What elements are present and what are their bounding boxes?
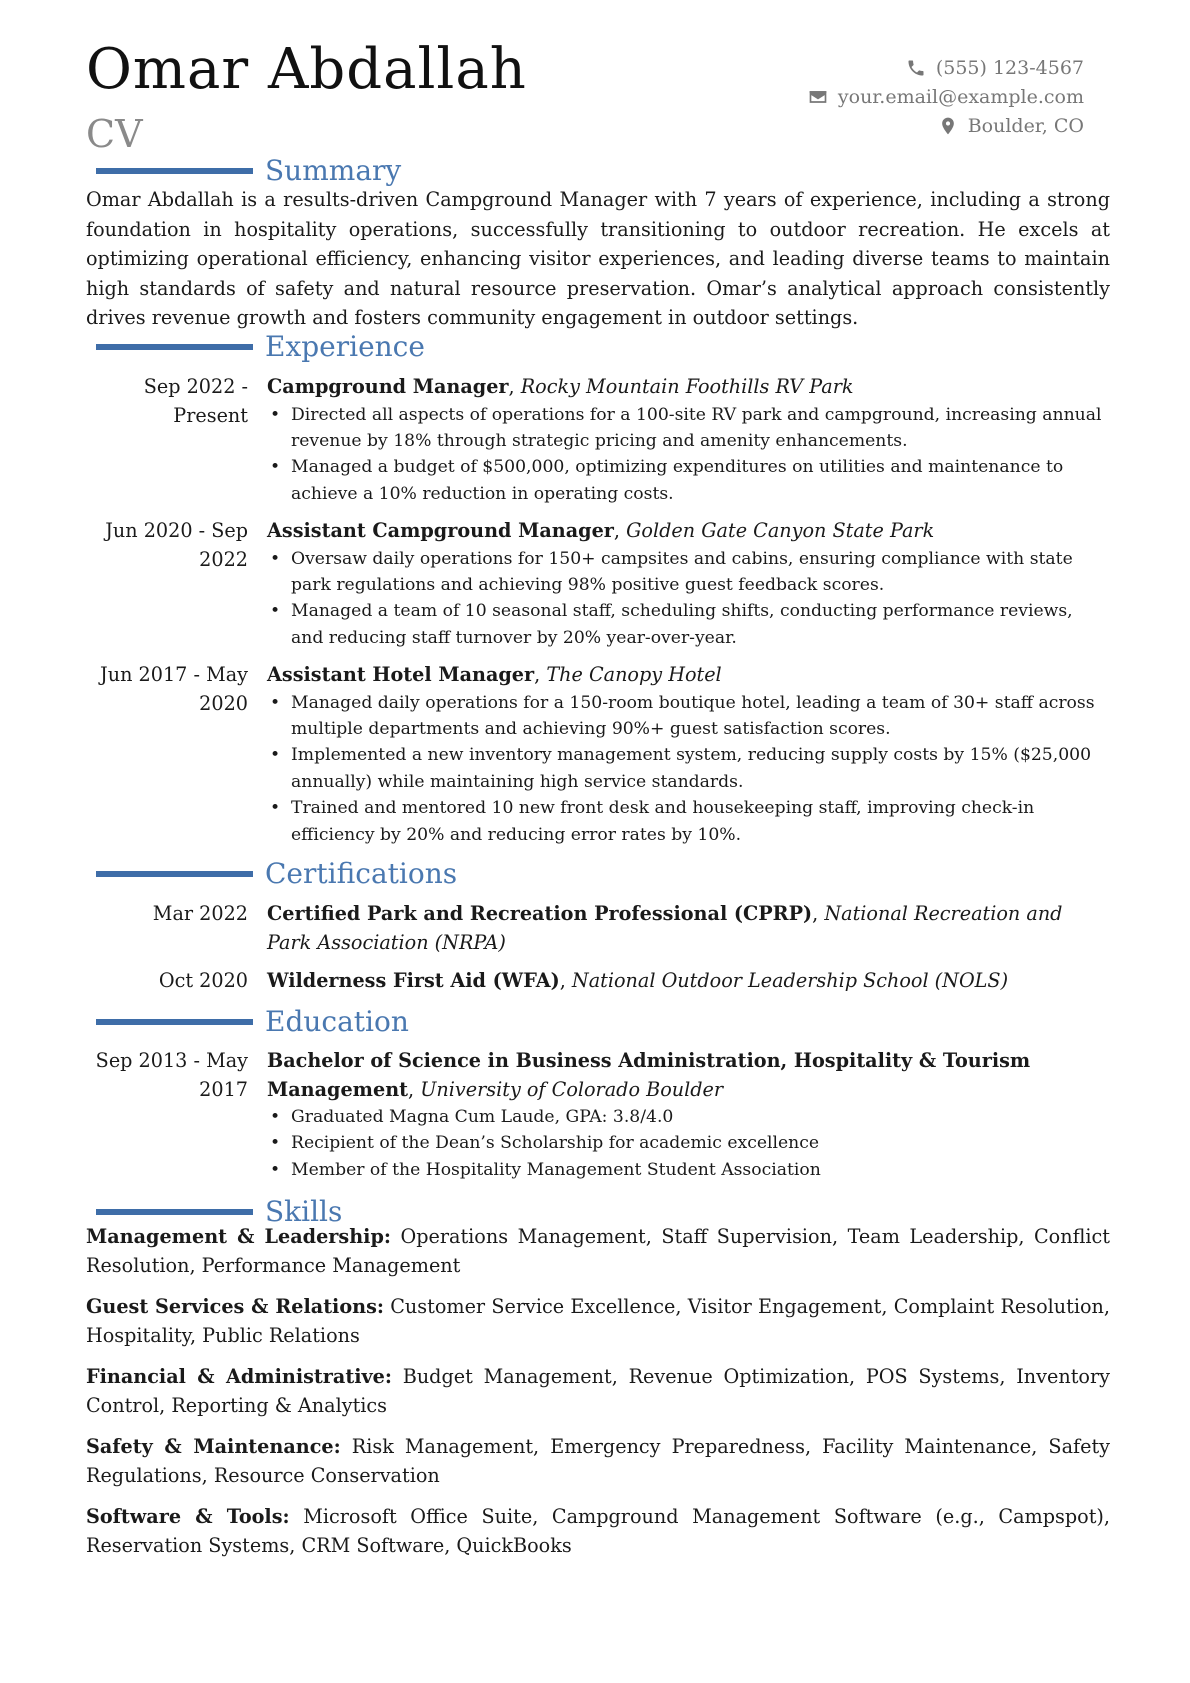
section-accent-bar bbox=[96, 1019, 253, 1025]
job-title: Campground Manager bbox=[267, 375, 509, 398]
job-title: Assistant Campground Manager bbox=[267, 519, 614, 542]
bullet-list bbox=[267, 690, 1110, 848]
section-title: Summary bbox=[265, 154, 402, 187]
section-accent-bar bbox=[96, 1209, 253, 1215]
skill-category: Guest Services & Relations: bbox=[86, 1295, 384, 1318]
contact-email bbox=[808, 82, 1084, 111]
skill-group bbox=[86, 1222, 1110, 1280]
entry-date: Oct 2020 bbox=[158, 969, 248, 992]
section-title: Skills bbox=[265, 1195, 343, 1228]
skill-category: Safety & Maintenance: bbox=[86, 1435, 341, 1458]
entry-date: Sep 2013 - May 2017 bbox=[95, 1049, 248, 1101]
entry-body bbox=[267, 1047, 1110, 1183]
list-item: • Graduated Magna Cum Laude, GPA: 3.8/4.0 bbox=[267, 1104, 1110, 1130]
skill-category: Software & Tools: bbox=[86, 1505, 290, 1528]
bullet-list bbox=[267, 402, 1110, 508]
skills-list bbox=[86, 1222, 1110, 1572]
list-item: • Oversaw daily operations for 150+ campsites and cabins, ensuring compliance with state park regulations and achieving 98% positive guest feedback scores. bbox=[267, 546, 1110, 599]
map-pin-icon bbox=[938, 116, 958, 136]
issuer: National Outdoor Leadership School (NOLS) bbox=[571, 969, 1009, 992]
contact-block bbox=[808, 53, 1084, 140]
section-title: Certifications bbox=[265, 857, 458, 890]
entry-heading: Certified Park and Recreation Professional (CPRP), National Recreation and Park Association (NRPA) bbox=[267, 902, 1063, 954]
entry-date: Jun 2020 - Sep 2022 bbox=[105, 519, 248, 571]
bullet-list bbox=[267, 1104, 1110, 1183]
section-accent-bar bbox=[96, 168, 253, 174]
skill-group bbox=[86, 1362, 1110, 1420]
skill-items: Budget Management, Revenue Optimization, POS Systems, Inventory Control, Reporting & Analytics bbox=[86, 1365, 1110, 1417]
job-title: Assistant Hotel Manager bbox=[267, 663, 535, 686]
section-title: Education bbox=[265, 1005, 409, 1038]
list-item: • Directed all aspects of operations for a 100-site RV park and campground, increasing annual revenue by 18% through strategic pricing and amenity enhancements. bbox=[267, 402, 1110, 455]
location-text: Boulder, CO bbox=[967, 114, 1084, 137]
skill-items: Microsoft Office Suite, Campground Management Software (e.g., Campspot), Reservation Systems, CRM Software, QuickBooks bbox=[86, 1505, 1110, 1557]
list-item: • Trained and mentored 10 new front desk and housekeeping staff, improving check-in efficiency by 20% and reducing error rates by 10%. bbox=[267, 795, 1110, 848]
entry-heading: Assistant Campground Manager, Golden Gate Canyon State Park bbox=[267, 519, 935, 542]
issuer: National Recreation and Park Association (NRPA) bbox=[267, 902, 1063, 954]
phone-text: (555) 123-4567 bbox=[935, 56, 1084, 79]
document-subtitle: CV bbox=[86, 112, 143, 156]
section-accent-bar bbox=[96, 871, 253, 877]
section-experience-heading bbox=[96, 330, 425, 363]
candidate-name: Omar Abdallah bbox=[86, 37, 527, 102]
entry-date: Jun 2017 - May 2020 bbox=[100, 663, 248, 715]
entry-date: Sep 2022 - Present bbox=[143, 375, 248, 427]
section-education-heading bbox=[96, 1005, 409, 1038]
summary-text: Omar Abdallah is a results-driven Campground Manager with 7 years of experience, including a strong foundation in hospitality operations, successfully transitioning to outdoor recreation. He excels at optimizing operational efficiency, enhancing visitor experiences, and leading diverse teams to maintain high standards of safety and natural resource preservation. Omar’s analytical approach consistently drives revenue growth and fosters community engagement in outdoor settings. bbox=[86, 188, 1110, 330]
entry-heading: Wilderness First Aid (WFA), National Outdoor Leadership School (NOLS) bbox=[267, 969, 1009, 992]
phone-icon bbox=[906, 58, 926, 78]
skill-items: Customer Service Excellence, Visitor Engagement, Complaint Resolution, Hospitality, Public Relations bbox=[86, 1295, 1110, 1347]
section-summary-heading bbox=[96, 154, 402, 187]
section-certifications-heading bbox=[96, 857, 458, 890]
certification-title: Certified Park and Recreation Professional (CPRP) bbox=[267, 902, 813, 925]
list-item: • Recipient of the Dean’s Scholarship for academic excellence bbox=[267, 1130, 1110, 1156]
entry-heading: Bachelor of Science in Business Administration, Hospitality & Tourism Management, University of Colorado Boulder bbox=[267, 1049, 1031, 1101]
certification-title: Wilderness First Aid (WFA) bbox=[267, 969, 560, 992]
institution: University of Colorado Boulder bbox=[420, 1077, 724, 1101]
degree-title: Bachelor of Science in Business Administration, Hospitality & Tourism Management bbox=[267, 1049, 1031, 1101]
list-item: • Member of the Hospitality Management Student Association bbox=[267, 1157, 1110, 1183]
list-item: • Managed a budget of $500,000, optimizing expenditures on utilities and maintenance to achieve a 10% reduction in operating costs. bbox=[267, 454, 1110, 507]
contact-location bbox=[808, 111, 1084, 140]
list-item: • Managed a team of 10 seasonal staff, scheduling shifts, conducting performance reviews, and reducing staff turnover by 20% year-over-year. bbox=[267, 598, 1110, 651]
skill-items: Operations Management, Staff Supervision, Team Leadership, Conflict Resolution, Performance Management bbox=[86, 1225, 1110, 1277]
entry-body bbox=[267, 967, 1110, 996]
list-item: • Managed daily operations for a 150-room boutique hotel, leading a team of 30+ staff across multiple departments and achieving 90%+ guest satisfaction scores. bbox=[267, 690, 1110, 743]
skill-category: Management & Leadership: bbox=[86, 1225, 391, 1248]
skill-items: Risk Management, Emergency Preparedness, Facility Maintenance, Safety Regulations, Resource Conservation bbox=[86, 1435, 1111, 1487]
entry-body bbox=[267, 517, 1110, 651]
email-link[interactable]: your.email@example.com bbox=[837, 85, 1084, 108]
entry-body bbox=[267, 900, 1110, 957]
envelope-icon bbox=[808, 87, 828, 107]
skill-group bbox=[86, 1432, 1110, 1490]
entry-heading: Assistant Hotel Manager, The Canopy Hotel bbox=[267, 663, 722, 686]
entry-body bbox=[267, 373, 1110, 507]
section-accent-bar bbox=[96, 344, 253, 350]
entry-date: Mar 2022 bbox=[152, 902, 248, 925]
list-item: • Implemented a new inventory management system, reducing supply costs by 15% ($25,000 annually) while maintaining high service standards. bbox=[267, 742, 1110, 795]
employer: The Canopy Hotel bbox=[546, 663, 722, 686]
entry-heading: Campground Manager, Rocky Mountain Foothills RV Park bbox=[267, 375, 854, 398]
skill-group bbox=[86, 1292, 1110, 1350]
bullet-list bbox=[267, 546, 1110, 652]
skill-category: Financial & Administrative: bbox=[86, 1365, 392, 1388]
section-title: Experience bbox=[265, 330, 425, 363]
employer: Golden Gate Canyon State Park bbox=[626, 519, 935, 542]
contact-phone bbox=[808, 53, 1084, 82]
skill-group bbox=[86, 1502, 1110, 1560]
employer: Rocky Mountain Foothills RV Park bbox=[520, 375, 854, 398]
entry-body bbox=[267, 661, 1110, 848]
